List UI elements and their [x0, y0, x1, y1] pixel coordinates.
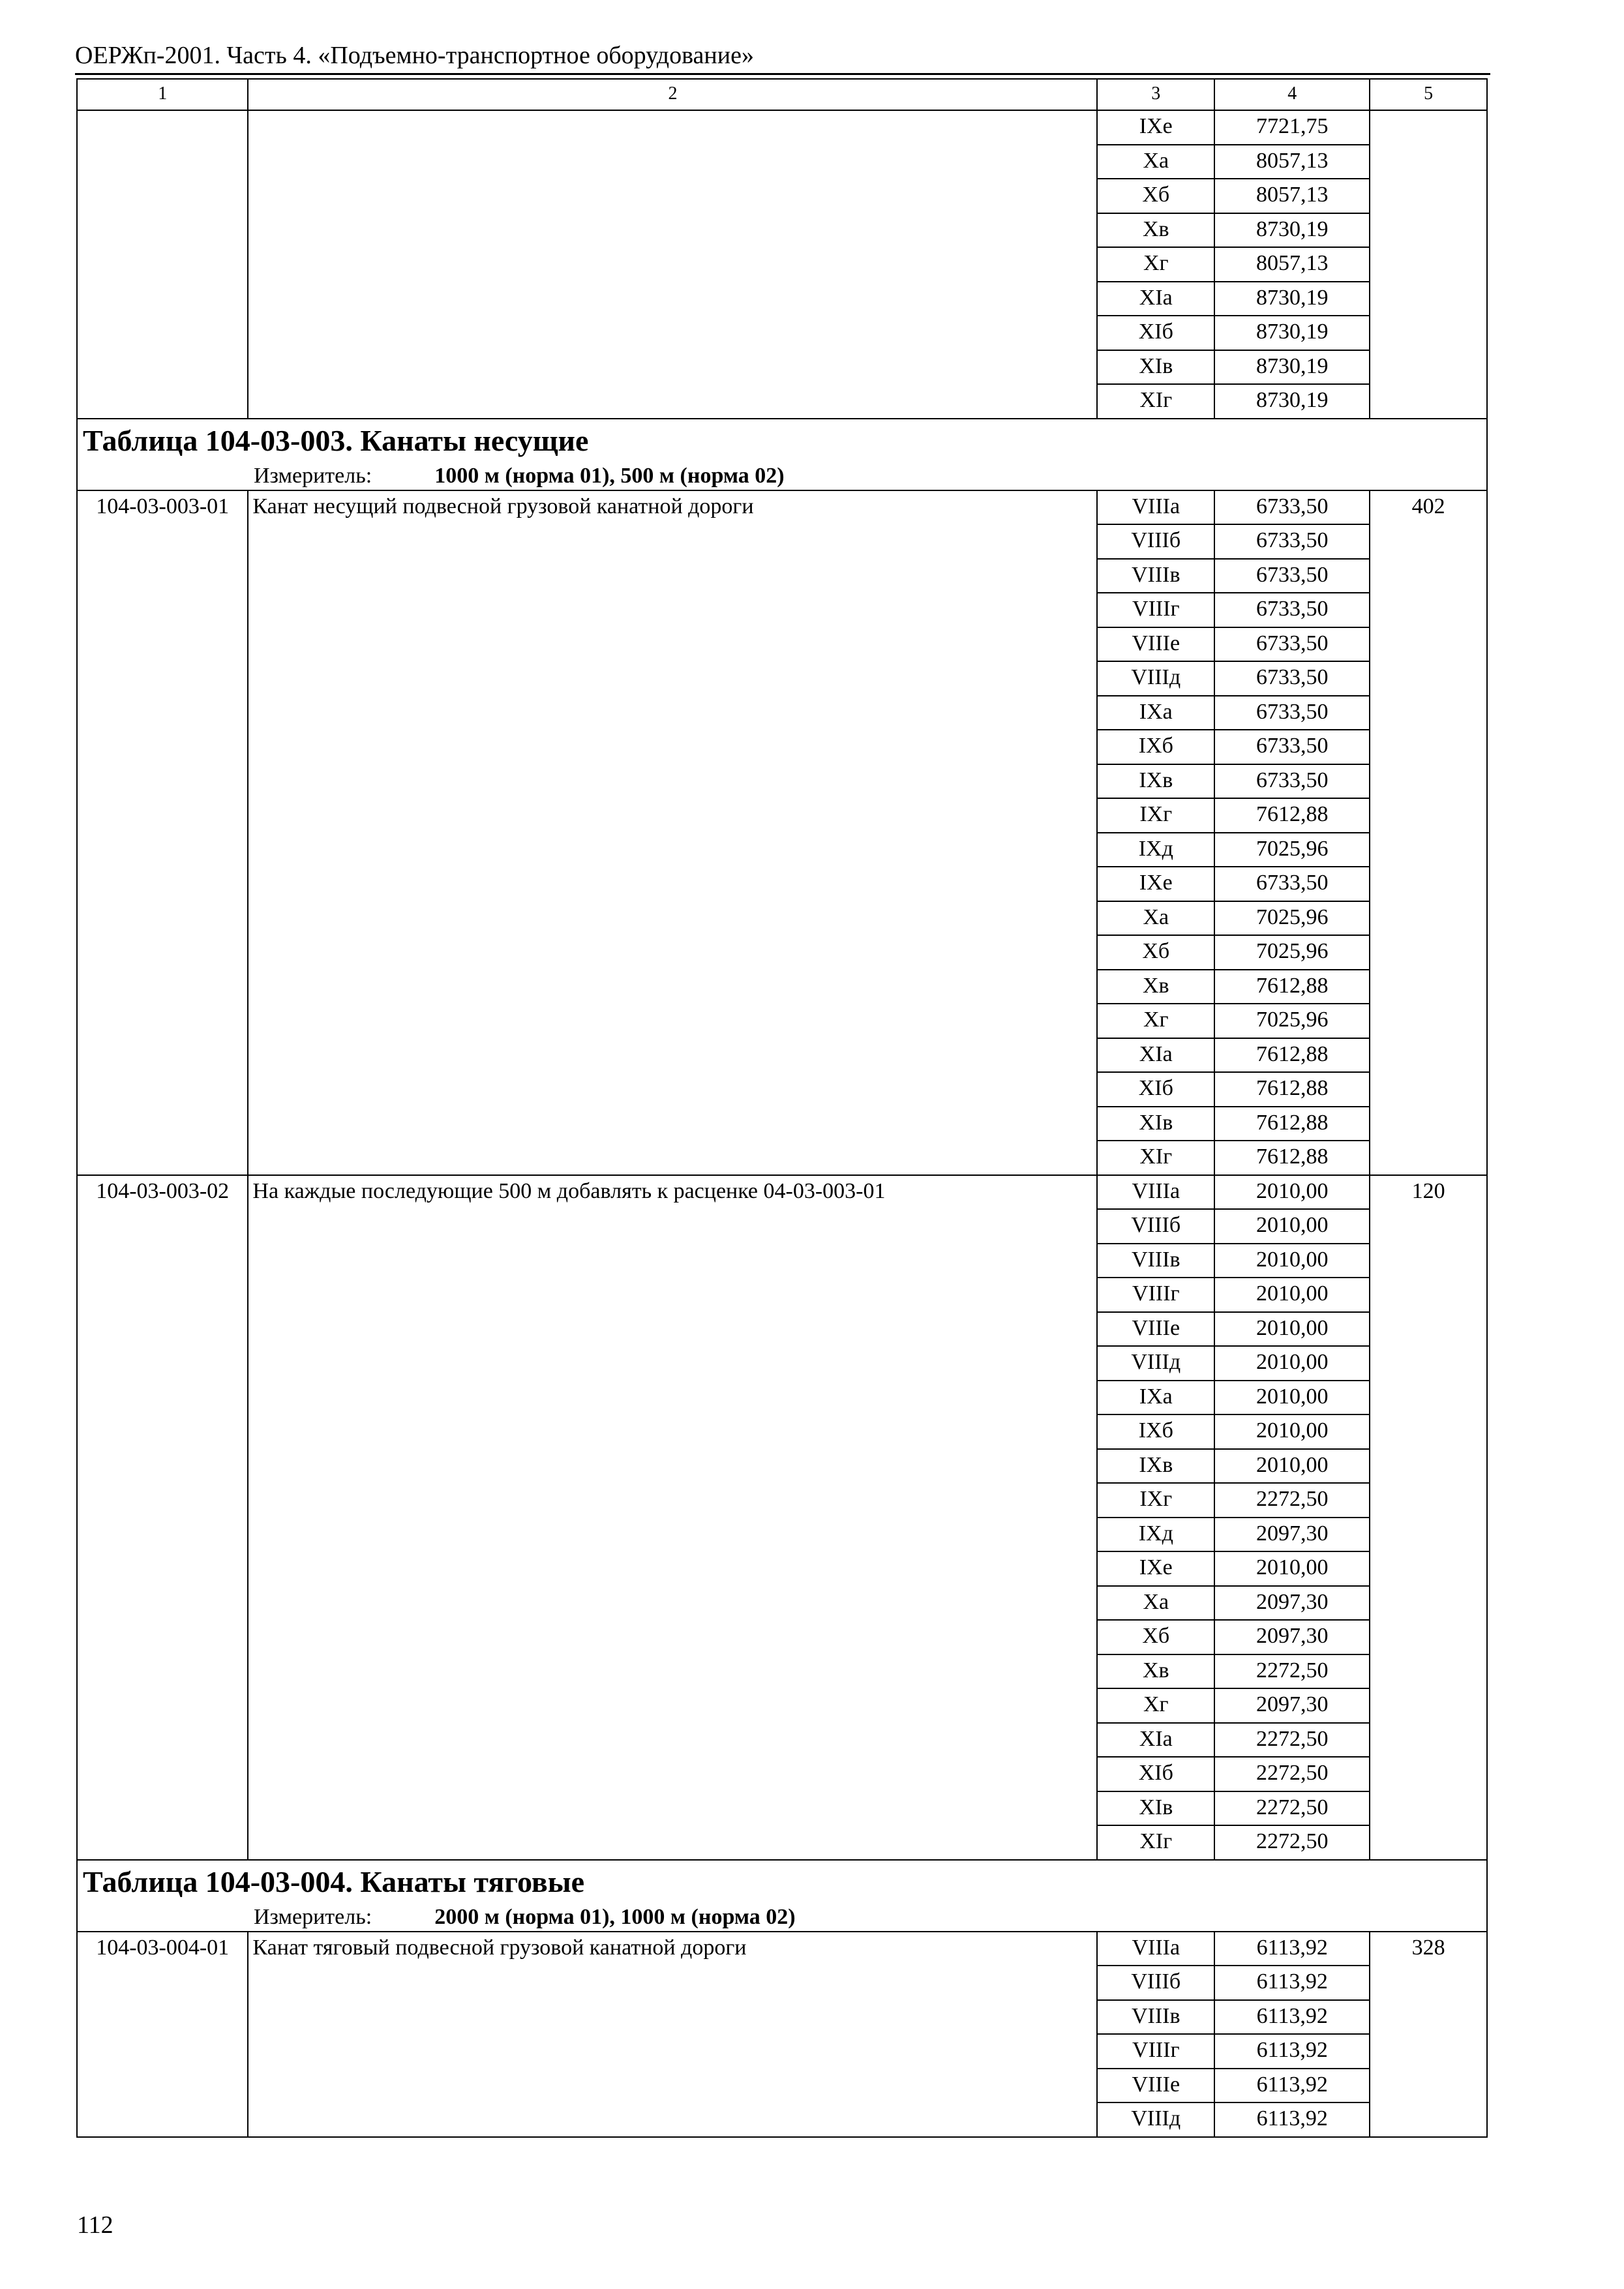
table-section-header	[77, 419, 1487, 490]
column-number-row	[77, 79, 1487, 110]
rate-value: 6113,92	[1214, 2102, 1370, 2137]
rate-value: 6733,50	[1214, 627, 1370, 662]
zone-code: XIб	[1097, 1072, 1214, 1107]
unit-line	[78, 1904, 1486, 1931]
zone-code: Xв	[1097, 970, 1214, 1004]
zone-code: IXв	[1097, 764, 1214, 799]
rate-value: 7025,96	[1214, 1004, 1370, 1038]
rate-value: 8057,13	[1214, 145, 1370, 179]
rate-value: 7612,88	[1214, 970, 1370, 1004]
rate-value: 6113,92	[1214, 1966, 1370, 2000]
page-number: 112	[77, 2211, 113, 2239]
zone-code: VIIIб	[1097, 1209, 1214, 1244]
table-section-header	[77, 1860, 1487, 1932]
column-number: 4	[1214, 79, 1370, 110]
unit-label: Измеритель:	[254, 463, 372, 488]
table-title: Таблица 104-03-004. Канаты тяговые	[83, 1864, 585, 1898]
zone-code: XIа	[1097, 1723, 1214, 1758]
column-number: 2	[248, 79, 1097, 110]
rate-value: 7612,88	[1214, 1107, 1370, 1141]
labor-value	[1370, 110, 1487, 419]
rate-value: 7025,96	[1214, 901, 1370, 936]
rate-value: 8057,13	[1214, 247, 1370, 282]
zone-code: VIIIа	[1097, 490, 1214, 525]
rate-value: 8730,19	[1214, 316, 1370, 350]
rate-value: 2010,00	[1214, 1346, 1370, 1381]
zone-code: VIIIв	[1097, 559, 1214, 593]
rate-value: 8730,19	[1214, 350, 1370, 385]
zone-code: XIг	[1097, 1825, 1214, 1860]
zone-code: XIг	[1097, 384, 1214, 419]
zone-code: XIб	[1097, 1757, 1214, 1791]
zone-code: VIIIа	[1097, 1932, 1214, 1966]
zone-code: VIIIв	[1097, 1244, 1214, 1278]
zone-code: Xа	[1097, 901, 1214, 936]
rate-value: 2272,50	[1214, 1483, 1370, 1518]
rate-value: 2272,50	[1214, 1757, 1370, 1791]
rate-value: 2010,00	[1214, 1449, 1370, 1484]
rate-code: 104-03-003-01	[77, 490, 248, 1175]
rate-value: 2010,00	[1214, 1209, 1370, 1244]
rate-value: 7612,88	[1214, 798, 1370, 833]
zone-code: Xб	[1097, 935, 1214, 970]
table-section-row	[77, 419, 1487, 490]
unit-line	[78, 462, 1486, 490]
zone-code: IXб	[1097, 730, 1214, 764]
rate-value: 2097,30	[1214, 1620, 1370, 1654]
labor-value: 402	[1370, 490, 1487, 1175]
zone-code: Xа	[1097, 145, 1214, 179]
unit-value: 2000 м (норма 01), 1000 м (норма 02)	[434, 1904, 796, 1929]
zone-code: VIIIб	[1097, 1966, 1214, 2000]
rates-table	[76, 78, 1488, 2138]
rate-value: 2272,50	[1214, 1825, 1370, 1860]
rate-value: 2097,30	[1214, 1688, 1370, 1723]
zone-code: VIIIе	[1097, 1312, 1214, 1347]
rate-value: 2010,00	[1214, 1414, 1370, 1449]
zone-code: XIв	[1097, 350, 1214, 385]
table-title: Таблица 104-03-003. Канаты несущие	[83, 423, 589, 457]
rates-table-body	[77, 79, 1487, 2137]
rate-value: 2272,50	[1214, 1791, 1370, 1826]
rate-code	[77, 110, 248, 419]
rate-value: 2010,00	[1214, 1278, 1370, 1312]
zone-code: Xв	[1097, 1654, 1214, 1689]
zone-code: XIв	[1097, 1107, 1214, 1141]
zone-code: VIIIе	[1097, 2069, 1214, 2103]
table-row	[77, 1932, 1487, 1966]
zone-code: VIIIд	[1097, 1346, 1214, 1381]
zone-code: IXд	[1097, 1518, 1214, 1552]
rate-value: 2010,00	[1214, 1244, 1370, 1278]
rate-value: 7025,96	[1214, 935, 1370, 970]
zone-code: Xг	[1097, 247, 1214, 282]
unit-label: Измеритель:	[254, 1904, 372, 1929]
zone-code: IXд	[1097, 833, 1214, 867]
rate-value: 7612,88	[1214, 1141, 1370, 1175]
rate-value: 2010,00	[1214, 1381, 1370, 1415]
rate-value: 6113,92	[1214, 2069, 1370, 2103]
rate-value: 6113,92	[1214, 2034, 1370, 2069]
zone-code: VIIIг	[1097, 1278, 1214, 1312]
zone-code: IXе	[1097, 1551, 1214, 1586]
rate-value: 8730,19	[1214, 282, 1370, 316]
rate-value: 6113,92	[1214, 1932, 1370, 1966]
table-row	[77, 110, 1487, 145]
page-header: ОЕРЖп-2001. Часть 4. «Подъемно-транспортное оборудование»	[75, 38, 1490, 75]
table-row	[77, 1175, 1487, 1210]
rate-value: 8730,19	[1214, 213, 1370, 248]
zone-code: IXе	[1097, 867, 1214, 901]
zone-code: VIIIе	[1097, 627, 1214, 662]
zone-code: IXа	[1097, 696, 1214, 730]
zone-code: IXг	[1097, 798, 1214, 833]
zone-code: Xб	[1097, 179, 1214, 213]
zone-code: IXв	[1097, 1449, 1214, 1484]
rate-value: 6733,50	[1214, 764, 1370, 799]
zone-code: XIа	[1097, 1038, 1214, 1073]
rate-value: 2097,30	[1214, 1586, 1370, 1621]
zone-code: XIг	[1097, 1141, 1214, 1175]
rate-value: 2272,50	[1214, 1723, 1370, 1758]
work-description: Канат несущий подвесной грузовой канатной дороги	[248, 490, 1097, 1175]
rate-value: 6733,50	[1214, 524, 1370, 559]
rate-value: 6733,50	[1214, 490, 1370, 525]
rate-code: 104-03-004-01	[77, 1932, 248, 2137]
zone-code: Xг	[1097, 1004, 1214, 1038]
work-description: Канат тяговый подвесной грузовой канатной дороги	[248, 1932, 1097, 2137]
column-number: 3	[1097, 79, 1214, 110]
rate-code: 104-03-003-02	[77, 1175, 248, 1860]
column-number: 1	[77, 79, 248, 110]
rate-value: 6733,50	[1214, 661, 1370, 696]
work-description	[248, 110, 1097, 419]
zone-code: VIIIд	[1097, 2102, 1214, 2137]
table-row	[77, 490, 1487, 525]
table-section-row	[77, 1860, 1487, 1932]
zone-code: VIIIг	[1097, 2034, 1214, 2069]
zone-code: IXе	[1097, 110, 1214, 145]
rate-value: 6733,50	[1214, 559, 1370, 593]
rate-value: 8057,13	[1214, 179, 1370, 213]
labor-value: 328	[1370, 1932, 1487, 2137]
zone-code: XIв	[1097, 1791, 1214, 1826]
zone-code: IXг	[1097, 1483, 1214, 1518]
work-description: На каждые последующие 500 м добавлять к расценке 04-03-003-01	[248, 1175, 1097, 1860]
rate-value: 7721,75	[1214, 110, 1370, 145]
rate-value: 7612,88	[1214, 1038, 1370, 1073]
zone-code: IXб	[1097, 1414, 1214, 1449]
zone-code: VIIIг	[1097, 593, 1214, 627]
rate-value: 6733,50	[1214, 593, 1370, 627]
rate-value: 6733,50	[1214, 730, 1370, 764]
rate-value: 2010,00	[1214, 1175, 1370, 1210]
zone-code: Xа	[1097, 1586, 1214, 1621]
rate-value: 2097,30	[1214, 1518, 1370, 1552]
unit-value: 1000 м (норма 01), 500 м (норма 02)	[434, 463, 785, 488]
zone-code: VIIIд	[1097, 661, 1214, 696]
rate-value: 6113,92	[1214, 2000, 1370, 2035]
rate-value: 7612,88	[1214, 1072, 1370, 1107]
rate-value: 7025,96	[1214, 833, 1370, 867]
zone-code: XIа	[1097, 282, 1214, 316]
rate-value: 2272,50	[1214, 1654, 1370, 1689]
rate-value: 8730,19	[1214, 384, 1370, 419]
zone-code: Xб	[1097, 1620, 1214, 1654]
rate-value: 2010,00	[1214, 1312, 1370, 1347]
zone-code: VIIIб	[1097, 524, 1214, 559]
zone-code: Xв	[1097, 213, 1214, 248]
rate-value: 2010,00	[1214, 1551, 1370, 1586]
zone-code: Xг	[1097, 1688, 1214, 1723]
zone-code: VIIIв	[1097, 2000, 1214, 2035]
column-number: 5	[1370, 79, 1487, 110]
rate-value: 6733,50	[1214, 867, 1370, 901]
rate-value: 6733,50	[1214, 696, 1370, 730]
zone-code: XIб	[1097, 316, 1214, 350]
labor-value: 120	[1370, 1175, 1487, 1860]
zone-code: VIIIа	[1097, 1175, 1214, 1210]
zone-code: IXа	[1097, 1381, 1214, 1415]
